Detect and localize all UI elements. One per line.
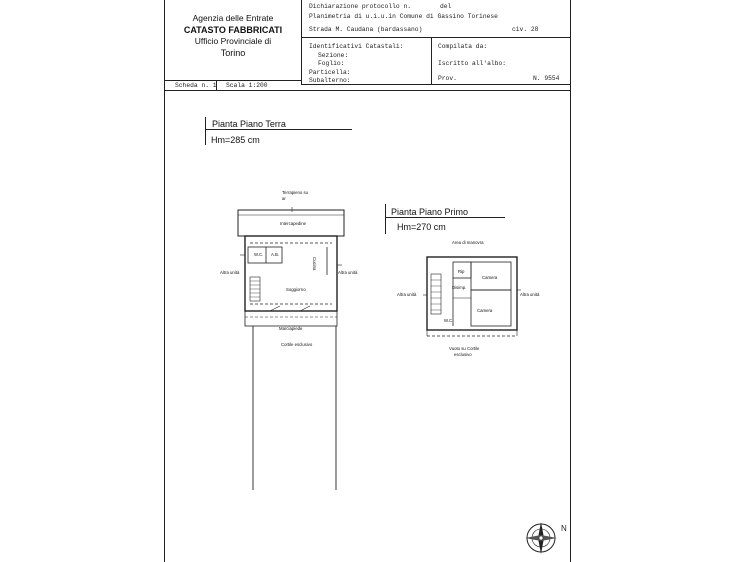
agency-name: Agenzia delle Entrate [192, 13, 274, 23]
soggiorno-label: Soggiorno [286, 287, 306, 292]
agency-block [178, 13, 288, 59]
disimp-label: Disimp. [452, 285, 467, 290]
civ-text: civ. 28 [512, 26, 539, 33]
frame-right-line [570, 0, 571, 562]
altra-unita-right-label: Altra unità [338, 270, 358, 275]
esclusivo-label: esclusivo [454, 352, 472, 357]
terrapieno-label: Terrapieno su [282, 190, 309, 195]
primo-outline [427, 257, 517, 330]
cortile-label: Cortile esclusivo [281, 342, 313, 347]
identificativi-divider [431, 37, 432, 84]
foglio-label: Foglio: [318, 60, 345, 67]
particella-label: Particella: [309, 69, 351, 76]
piano-primo-title-tick [385, 204, 386, 234]
marciapiede-label: Marciapiede [279, 326, 303, 331]
dichiarazione-label: Dichiarazione protocollo n. [309, 3, 412, 10]
scheda-label: Scheda n. 1 [175, 82, 217, 89]
compass-rose [521, 518, 569, 560]
header-mid-line [301, 37, 570, 38]
wc-label: W.C. [254, 252, 264, 257]
header-bottom-line [301, 84, 570, 85]
piano-terra-title: Pianta Piano Terra [212, 119, 286, 129]
piano-primo-title: Pianta Piano Primo [391, 207, 469, 217]
primo-altra-left-label: Altra unità [397, 292, 417, 297]
del-label: del [440, 3, 452, 10]
rip-label: Rip [458, 269, 465, 274]
planimetria-text: Planimetria di u.i.u.in Comune di Gassino Torinese [309, 13, 498, 20]
prov-label: Prov. [438, 75, 457, 82]
header-divider-vertical [301, 0, 302, 84]
piano-primo-title-underline [385, 217, 505, 218]
piano-terra-title-tick [205, 117, 206, 145]
sezione-label: Sezione: [318, 52, 349, 59]
ufficio-label: Ufficio Provinciale di [194, 36, 272, 46]
piano-terra-plan [210, 185, 370, 495]
compilata-label: Compilata da: [438, 43, 488, 50]
identificativi-title: Identificativi Catastali: [309, 43, 404, 50]
ufficio-city: Torino [220, 48, 246, 58]
scheda-bottom-line [164, 90, 570, 91]
scala-label: Scala 1:200 [226, 82, 268, 89]
camera-2-label: Camera [477, 308, 493, 313]
piano-terra-height: Hm=285 cm [211, 135, 260, 145]
strada-text: Strada M. Caudana (bardassano) [309, 26, 423, 33]
numero-label: N. 9554 [533, 75, 560, 82]
frame-left-line [164, 0, 165, 562]
subalterno-label: Subalterno: [309, 77, 351, 84]
piano-terra-title-underline [205, 129, 352, 130]
scheda-top-line [164, 80, 301, 81]
primo-altra-right-label: Altra unità [520, 292, 540, 297]
iscritto-label: Iscritto all'albo: [438, 60, 507, 67]
camera-1-label: Camera [482, 275, 498, 280]
compass-north-label: N [561, 524, 567, 533]
terrapieno-label-2: ar [282, 196, 286, 201]
altra-unita-left-label: Altra unità [220, 270, 240, 275]
piano-primo-height: Hm=270 cm [397, 222, 446, 232]
catasto-title: CATASTO FABBRICATI [183, 25, 283, 35]
ab-label: A.B. [271, 252, 280, 257]
cucina-label: Cucina [312, 257, 317, 271]
area-manovra-label: Area di manovra [452, 240, 484, 245]
marciapiede-outline [245, 311, 337, 326]
vuoto-cortile-label: Vuoto su Cortile [449, 346, 480, 351]
primo-wc-label: W.C. [444, 318, 454, 323]
intercapedine-label: Intercapedine [280, 221, 307, 226]
